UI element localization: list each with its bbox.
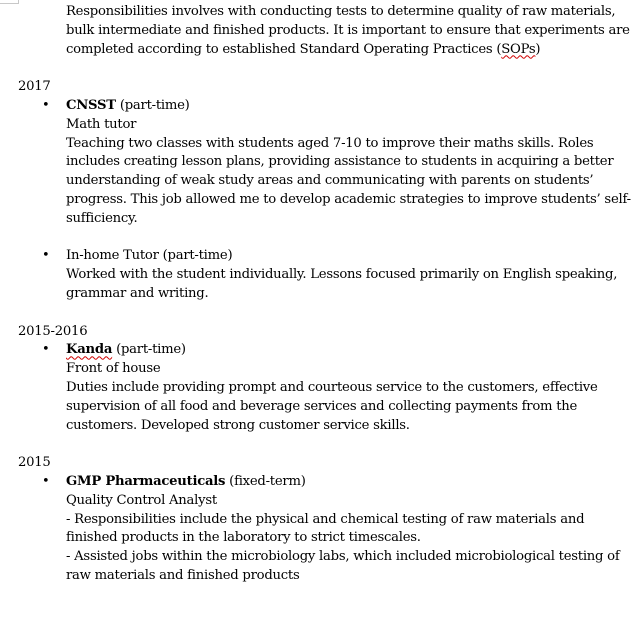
- bullet-icon: •: [42, 342, 50, 358]
- entry-gmp-pharmaceuticals: [42, 473, 632, 586]
- company-name: Kanda: [66, 342, 113, 358]
- job-point: - Assisted jobs within the microbiology labs, which included microbiological testing of raw materials and finished products: [66, 549, 620, 583]
- job-description: Worked with the student individually. Lessons focused primarily on English speaking, grammar and writing.: [66, 267, 618, 301]
- spellcheck-word-sops: SOPs: [501, 41, 536, 57]
- job-role: Quality Control Analyst: [66, 492, 217, 508]
- bullet-icon: •: [42, 473, 50, 489]
- job-point: - Responsibilities include the physical and chemical testing of raw materials and finished products in the laboratory to strict timescales.: [66, 511, 585, 546]
- company-name: GMP Pharmaceuticals: [66, 473, 226, 489]
- intro-paragraph: Responsibilities involves with conducting tests to determine quality of raw materials, bulk intermediate and finished products. It is important to ensure that experiments are completed according to established Standard Operating Practices (SOPs): [66, 4, 630, 57]
- resume-document: [0, 3, 639, 586]
- job-description: Duties include providing prompt and courteous service to the customers, effective supervision of all food and beverage services and collecting payments from the customers. Developed strong customer service skills.: [66, 379, 598, 433]
- entry-in-home-tutor: [42, 247, 632, 303]
- job-role: Front of house: [66, 361, 161, 377]
- entry-kanda: [42, 341, 632, 435]
- bullet-icon: •: [42, 97, 50, 113]
- section-year-2015: 2015: [18, 455, 51, 471]
- bullet-icon: •: [42, 248, 50, 264]
- job-role: Math tutor: [66, 116, 137, 132]
- employment-type: (part-time): [115, 97, 190, 113]
- section-year-2015-2016: 2015-2016: [18, 323, 88, 339]
- company-name: CNSST: [66, 97, 116, 113]
- job-description: Teaching two classes with students aged 7-10 to improve their maths skills. Roles includes creating lesson plans, providing assistance to students in acquiring a better understanding of weak study areas and communicating with parents on students’ progress. This job allowed me to develop academic strategies to improve students’ self-sufficiency.: [66, 135, 631, 226]
- section-year-2017: 2017: [18, 79, 51, 95]
- job-title: In-home Tutor (part-time): [66, 248, 233, 264]
- entry-cnsst: [42, 97, 632, 229]
- employment-type: (part-time): [112, 342, 186, 358]
- employment-type: (fixed-term): [225, 473, 306, 489]
